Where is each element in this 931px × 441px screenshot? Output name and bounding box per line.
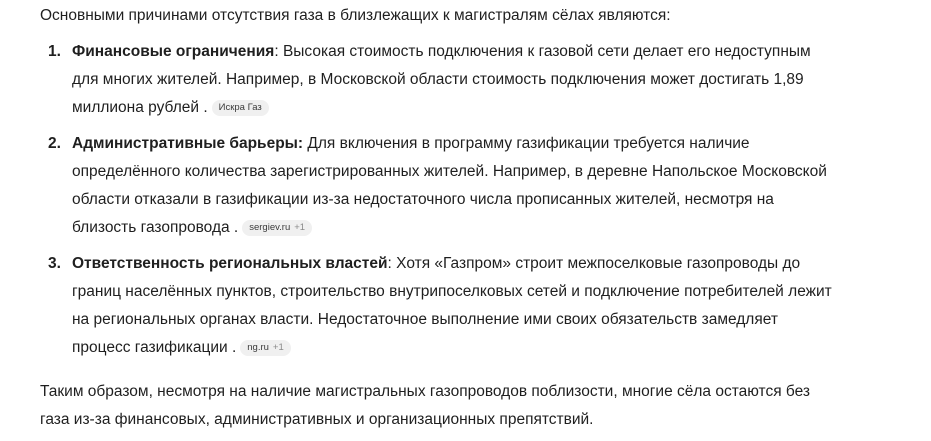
- source-chip-label: ng.ru: [247, 342, 269, 353]
- list-item-number: 2.: [48, 135, 61, 152]
- list-item-body: Для включения в программу газификации требуется наличие определённого количества зарегистрированных жителей. Например, в деревне Напольское Московской области отказали в газификации из-за недостаточного числа прописанных жителей, несмотря на близость газопровода .: [72, 135, 827, 236]
- list-item-text: [72, 130, 832, 242]
- list-item-body: : Высокая стоимость подключения к газовой сети делает его недоступным для многих жителей. Например, в Московской области стоимость подключения может достигать 1,89 миллиона рублей .: [72, 43, 811, 116]
- list-item-text: [72, 38, 832, 122]
- source-chip-label: sergiev.ru: [249, 222, 291, 233]
- list-item-title: Административные барьеры:: [72, 135, 304, 152]
- list-item-number: 3.: [48, 255, 61, 272]
- conclusion-paragraph: Таким образом, несмотря на наличие магистральных газопроводов поблизости, многие сёла остаются без газа из-за финансовых, административных и организационных препятствий.: [40, 383, 811, 428]
- list-item-title: Ответственность региональных властей: [72, 255, 388, 272]
- list-item-title: Финансовые ограничения: [72, 43, 275, 60]
- source-chip[interactable]: [212, 100, 269, 116]
- intro-paragraph: Основными причинами отсутствия газа в близлежащих к магистралям сёлах являются:: [40, 7, 671, 24]
- list-item-number: 1.: [48, 43, 61, 60]
- list-item-text: [72, 250, 832, 362]
- source-chip[interactable]: [240, 340, 291, 356]
- source-chip-label: Искра Газ: [218, 102, 262, 113]
- list-item-body: : Хотя «Газпром» строит межпоселковые газопроводы до границ населённых пунктов, строительство внутрипоселковых сетей и подключение потребителей лежит на региональных органах власти. Недостаточное выполнение ими своих обязательств замедляет процесс газификации .: [72, 255, 832, 356]
- source-chip[interactable]: [242, 220, 312, 236]
- source-chip-extra-count: +1: [272, 342, 284, 353]
- source-chip-extra-count: +1: [294, 222, 306, 233]
